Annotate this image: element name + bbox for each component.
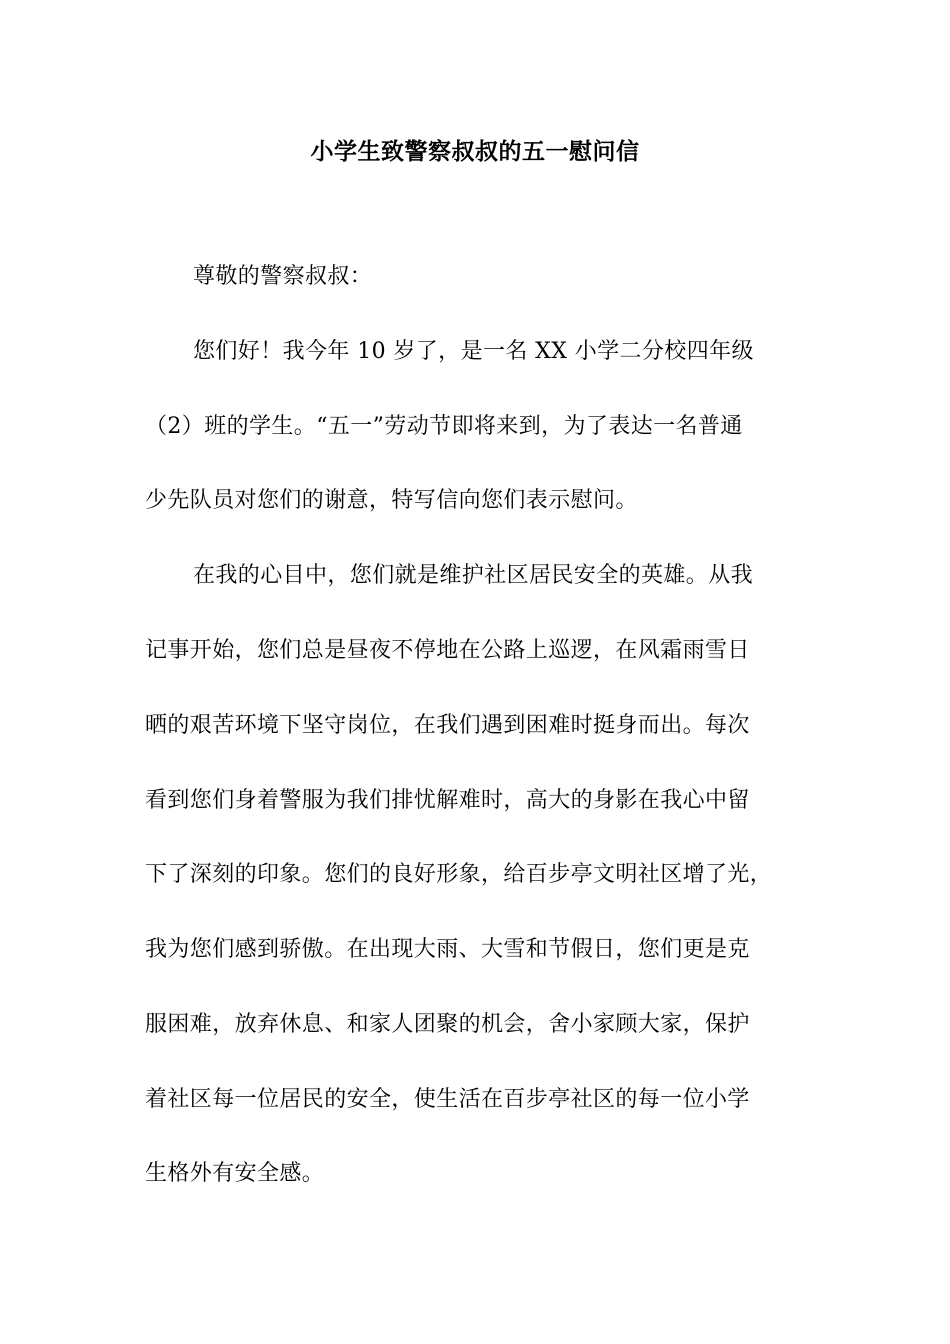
paragraph-1-line-3: 少先队员对您们的谢意，特写信向您们表示慰问。 — [145, 488, 638, 513]
document-title: 小学生致警察叔叔的五一慰问信 — [310, 138, 640, 165]
paragraph-2-line-1: 在我的心目中，您们就是维护社区居民安全的英雄。从我 — [193, 563, 754, 588]
paragraph-2-line-5: 下了深刻的印象。您们的良好形象，给百步亭文明社区增了光， — [145, 862, 773, 887]
paragraph-1-line-1: 您们好！我今年 10 岁了，是一名 XX 小学二分校四年级 — [193, 339, 754, 364]
paragraph-2-line-7: 服困难，放弃休息、和家人团聚的机会，舍小家顾大家，保护 — [145, 1012, 750, 1037]
paragraph-1-line-2: （2）班的学生。“五一”劳动节即将来到，为了表达一名普通 — [145, 414, 743, 439]
paragraph-2-line-8: 着社区每一位居民的安全，使生活在百步亭社区的每一位小学 — [145, 1087, 750, 1112]
salutation: 尊敬的警察叔叔： — [193, 264, 373, 289]
paragraph-2-line-3: 晒的艰苦环境下坚守岗位，在我们遇到困难时挺身而出。每次 — [145, 713, 750, 738]
paragraph-2-line-9: 生格外有安全感。 — [145, 1161, 325, 1186]
paragraph-2-line-6: 我为您们感到骄傲。在出现大雨、大雪和节假日，您们更是克 — [145, 937, 750, 962]
paragraph-2-line-2: 记事开始，您们总是昼夜不停地在公路上巡逻，在风霜雨雪日 — [145, 638, 750, 663]
paragraph-2-line-4: 看到您们身着警服为我们排忧解难时，高大的身影在我心中留 — [145, 788, 750, 813]
